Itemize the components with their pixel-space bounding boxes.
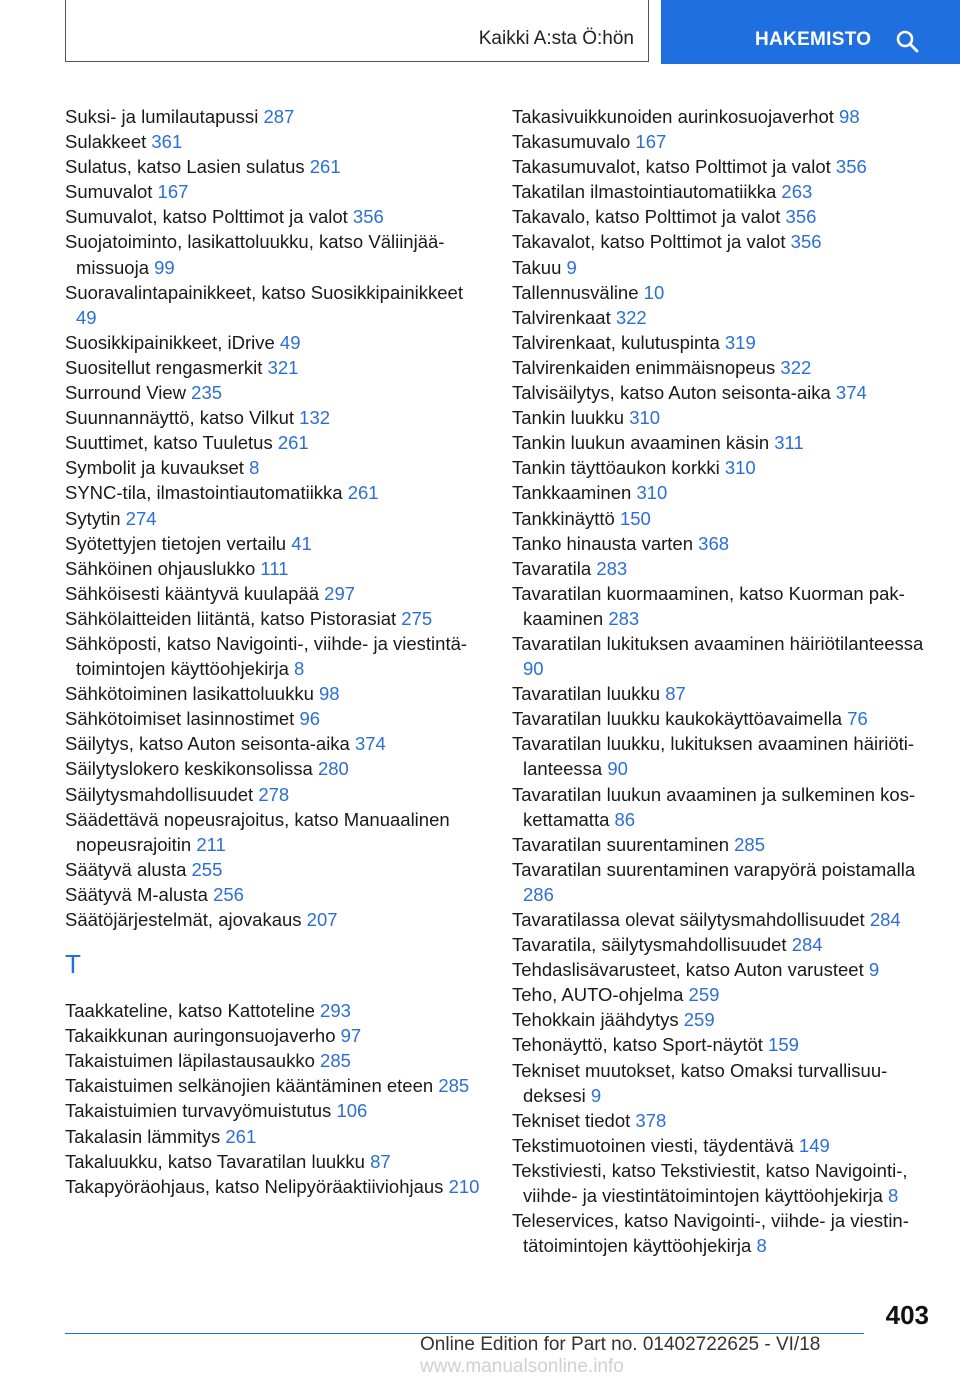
index-entry [65, 506, 485, 531]
index-entry [512, 907, 932, 932]
tab-a-to-z-label: Kaikki A:sta Ö:hön [478, 28, 634, 49]
index-entry [512, 1158, 932, 1208]
index-entry-text: Takavalot, katso Polttimot ja valot [512, 231, 791, 253]
index-column-left [65, 104, 485, 1199]
page-link[interactable]: 255 [191, 858, 223, 880]
index-entry-text: Suunnannäyttö, katso Vilkut [65, 407, 300, 429]
index-entry-text: Takatilan ilmastointiautomatiikka [512, 181, 782, 203]
page-link[interactable]: 96 [299, 708, 321, 730]
page-link[interactable]: 311 [774, 432, 804, 454]
page-link[interactable]: 310 [629, 407, 661, 429]
index-column-right [512, 104, 932, 1258]
index-entry-text: Takaikkunan auringonsuojaverho [65, 1025, 341, 1047]
page-link[interactable]: 361 [151, 131, 183, 153]
index-entry [65, 1174, 485, 1199]
page-link[interactable]: 310 [724, 457, 756, 479]
index-entry [512, 330, 932, 355]
page-link[interactable]: 261 [309, 156, 341, 178]
page-link[interactable]: 321 [267, 356, 299, 378]
page-link[interactable]: 374 [354, 733, 386, 755]
index-entry [512, 857, 932, 907]
index-entry-text: Takasumuvalot, katso Polttimot ja valot [512, 156, 836, 178]
index-entry [65, 104, 485, 129]
index-entry [65, 1098, 485, 1123]
index-entry [512, 531, 932, 556]
index-entry [512, 405, 932, 430]
page-link[interactable]: 98 [839, 106, 860, 127]
page-link[interactable]: 111 [260, 557, 289, 579]
index-entry-text: Tavaratila, säilytysmahdollisuudet [512, 934, 792, 956]
index-entry-text: Tavaratilassa olevat säilytysmahdollisuudet [512, 909, 870, 930]
section-letter: T [65, 949, 81, 980]
index-entry-text: Sähkötoimiset lasinnostimet [65, 708, 300, 730]
index-entry [65, 857, 485, 882]
index-entry-text: Tekstiviesti, katso Tekstiviestit, katso Navigointi-, viihde- ja viestintätoimintojen käyttöohjekirja [512, 1159, 908, 1207]
index-entry [512, 430, 932, 455]
index-entry-text: Sumuvalot [65, 181, 158, 203]
index-entry [512, 1108, 932, 1133]
index-entry-text: Tankkinäyttö [512, 507, 620, 529]
page-link[interactable]: 285 [734, 833, 766, 855]
page-link[interactable]: 150 [619, 507, 651, 529]
page-link[interactable]: 261 [347, 482, 379, 504]
index-entry-text: Tekniset muutokset, katso Omaksi turvallisuudeksesi [512, 1059, 888, 1106]
index-entry [65, 731, 485, 756]
page-link[interactable]: 310 [636, 482, 668, 504]
index-entry [65, 405, 485, 430]
page-link[interactable]: 378 [635, 1109, 667, 1131]
index-entry [65, 179, 485, 204]
index-entry-text: Tehdaslisävarusteet, katso Auton varusteet [512, 959, 869, 981]
page-link[interactable]: 8 [294, 658, 305, 680]
index-entry [512, 556, 932, 581]
index-entry-text: Takalasin lämmitys [65, 1125, 226, 1147]
index-entry-text: Tanko hinausta varten [512, 532, 699, 554]
tab-a-to-z[interactable] [65, 0, 649, 62]
index-entry-text: Säilytyslokero keskikonsolissa [65, 758, 318, 780]
index-entry-text: Sähkölaitteiden liitäntä, katso Pistorasiat [65, 607, 402, 629]
index-entry [65, 606, 485, 631]
page-link[interactable]: 99 [154, 256, 175, 278]
index-entry-text: Talvisäilytys, katso Auton seisonta-aika [512, 382, 836, 404]
index-entry [512, 305, 932, 330]
index-entry-text: Säätyvä alusta [65, 858, 192, 880]
top-navigation [65, 0, 960, 64]
page-link[interactable]: 283 [608, 607, 640, 629]
index-list-s [65, 104, 485, 932]
index-entry [512, 179, 932, 204]
index-entry-text: Säätöjärjestelmät, ajovakaus [65, 909, 307, 930]
page-link[interactable]: 211 [196, 833, 226, 855]
index-entry-text: Tavaratilan luukku, lukituksen avaaminen häiriötilanteessa [512, 733, 915, 780]
index-entry-text: Sulatus, katso Lasien sulatus [65, 156, 310, 178]
index-entry [512, 706, 932, 731]
page-link[interactable]: 132 [299, 407, 331, 429]
page-link[interactable]: 356 [785, 206, 817, 228]
index-entry-text: Tavaratilan luukku [512, 683, 666, 705]
page-link[interactable]: 106 [336, 1100, 368, 1122]
index-entry-text: Säilytysmahdollisuudet [65, 783, 259, 805]
index-entry [65, 531, 485, 556]
page-link[interactable]: 368 [698, 532, 730, 554]
index-entry-text: Säädettävä nopeusrajoitus, katso Manuaalinen nopeusrajoitin [65, 808, 450, 855]
index-entry-text: Tavaratilan luukku kaukokäyttöavaimella [512, 708, 848, 730]
page-link[interactable]: 322 [780, 356, 812, 378]
index-entry [512, 631, 932, 681]
footer-edition: Online Edition for Part no. 01402722625 - VI/18 [420, 1334, 821, 1355]
index-entry [65, 998, 485, 1023]
page-link[interactable]: 49 [279, 331, 301, 353]
index-entry [512, 982, 932, 1007]
index-entry-text: Sähköposti, katso Navigointi-, viihde- ja viestintätoimintojen käyttöohjekirja [65, 632, 468, 680]
page-link[interactable]: 9 [590, 1084, 602, 1106]
index-entry [65, 706, 485, 731]
index-entry-text: Suositellut rengasmerkit [65, 356, 268, 378]
index-entry [65, 380, 485, 405]
index-entry-text: Tankin täyttöaukon korkki [512, 457, 725, 479]
page-link[interactable]: 235 [191, 382, 223, 404]
index-entry-text: Takuu [512, 256, 567, 278]
index-entry [65, 882, 485, 907]
page-link[interactable]: 319 [724, 331, 756, 353]
page-link[interactable]: 278 [258, 783, 290, 805]
index-entry [65, 681, 485, 706]
page-link[interactable]: 356 [835, 156, 867, 178]
index-entry-text: Tekniset tiedot [512, 1109, 636, 1131]
index-entry [512, 731, 932, 781]
index-entry-text: Surround View [65, 382, 192, 404]
page-link[interactable]: 9 [566, 256, 577, 278]
index-entry [65, 807, 485, 857]
index-entry [65, 782, 485, 807]
index-entry-text: Suuttimet, katso Tuuletus [65, 432, 278, 454]
index-entry [512, 280, 932, 305]
page-link[interactable]: 167 [635, 131, 667, 153]
page-link[interactable]: 167 [157, 181, 189, 203]
index-entry [65, 1073, 485, 1098]
index-entry-text: Symbolit ja kuvaukset [65, 457, 250, 479]
index-entry [65, 355, 485, 380]
page-link[interactable]: 159 [768, 1034, 799, 1056]
index-entry-text: Takaistuimen selkänojien kääntäminen eteen [65, 1075, 439, 1097]
page-number: 403 [885, 1300, 929, 1330]
index-entry-text: Säilytys, katso Auton seisonta-aika [65, 733, 355, 755]
index-entry-text: Suoravalintapainikkeet, katso Suosikkipainikkeet [65, 281, 463, 303]
page-link[interactable]: 297 [324, 582, 356, 604]
index-entry-text: Sulakkeet [65, 131, 152, 153]
page-link[interactable]: 8 [756, 1235, 767, 1257]
index-entry-text: Takaistuimen läpilastausaukko [65, 1050, 321, 1072]
index-entry-text: Tankin luukun avaaminen käsin [512, 432, 775, 454]
index-entry-text: Tekstimuotoinen viesti, täydentävä [512, 1134, 799, 1156]
index-entry-text: Sähköisesti kääntyvä kuulapää [65, 582, 325, 604]
index-entry-text: Tehonäyttö, katso Sport-näytöt [512, 1034, 769, 1056]
footer [420, 1334, 960, 1378]
page-link[interactable]: 284 [791, 934, 823, 956]
index-entry [65, 480, 485, 505]
index-entry [512, 1058, 932, 1108]
page-link[interactable]: 9 [868, 959, 880, 981]
index-entry-text: Takapyöräohjaus, katso Nelipyöräaktiiviohjaus [65, 1175, 449, 1197]
index-entry [65, 907, 485, 932]
page-link[interactable]: 207 [306, 909, 338, 930]
index-entry-text: Tavaratilan lukituksen avaaminen häiriötilanteessa [512, 632, 924, 654]
page-link[interactable]: 8 [888, 1185, 899, 1207]
tab-index[interactable] [661, 0, 960, 64]
index-entry-text: Tankin luukku [512, 407, 630, 429]
index-entry-text: Sumuvalot, katso Polttimot ja valot [65, 206, 353, 228]
index-entry-text: Taakkateline, katso Kattoteline [65, 1000, 321, 1022]
page-link[interactable]: 149 [798, 1134, 830, 1156]
page-link[interactable]: 8 [249, 457, 260, 479]
index-entry [512, 380, 932, 405]
page-link[interactable]: 293 [320, 1000, 351, 1022]
index-entry [65, 330, 485, 355]
index-entry [65, 631, 485, 681]
index-entry [512, 355, 932, 380]
footer-watermark: www.manualsonline.info [420, 1356, 624, 1377]
index-entry [512, 681, 932, 706]
index-list-t [65, 998, 485, 1199]
index-entry-text: Sytytin [65, 507, 126, 529]
index-entry-text: Suojatoiminto, lasikattoluukku, katso Väliinjäämissuoja [65, 231, 445, 278]
index-entry-text: Tehokkain jäähdytys [512, 1009, 684, 1031]
index-entry [65, 455, 485, 480]
index-entry [512, 782, 932, 832]
index-entry [65, 430, 485, 455]
page-link[interactable]: 90 [523, 658, 544, 680]
index-entry [512, 581, 932, 631]
page-link[interactable]: 283 [596, 557, 628, 579]
page-link[interactable]: 280 [317, 758, 349, 780]
page-link[interactable]: 285 [320, 1050, 351, 1072]
index-entry-text: Säätyvä M-alusta [65, 883, 214, 905]
page-link[interactable]: 10 [643, 281, 665, 303]
page-link[interactable]: 210 [448, 1175, 480, 1197]
index-entry-text: Teho, AUTO-ohjelma [512, 984, 689, 1006]
page-link[interactable]: 49 [76, 306, 97, 328]
index-entry [512, 1133, 932, 1158]
index-entry [512, 957, 932, 982]
page-link[interactable]: 322 [615, 306, 647, 328]
page-link[interactable]: 41 [291, 532, 312, 554]
index-entry-text: Talvirenkaat [512, 306, 616, 328]
index-entry-text: Tankkaaminen [512, 482, 637, 504]
index-entry [65, 204, 485, 229]
index-entry-text: Takasumuvalo [512, 131, 636, 153]
index-entry-text: Tallennusväline [512, 281, 644, 303]
page-link[interactable]: 90 [607, 758, 628, 780]
index-entry [512, 832, 932, 857]
index-entry-text: Tavaratilan suurentaminen [512, 833, 735, 855]
index-entry-text: Tavaratilan luukun avaaminen ja sulkeminen koskettamatta [512, 783, 916, 830]
index-entry [512, 932, 932, 957]
index-entry [512, 154, 932, 179]
page-link[interactable]: 261 [225, 1125, 257, 1147]
page-link[interactable]: 275 [401, 607, 433, 629]
index-entry-text: Teleservices, katso Navigointi-, viihde- ja viestintätoimintojen käyttöohjekirja [512, 1210, 909, 1257]
page-link[interactable]: 86 [614, 808, 636, 830]
index-entry-text: Suksi- ja lumilautapussi [65, 106, 264, 127]
index-list-t-continued [512, 104, 932, 1258]
page-link[interactable]: 98 [319, 683, 340, 705]
page-link[interactable]: 287 [263, 106, 295, 127]
index-entry-text: SYNC-tila, ilmastointiautomatiikka [65, 482, 348, 504]
page-link[interactable]: 259 [688, 984, 720, 1006]
index-entry [65, 581, 485, 606]
page-link[interactable]: 97 [340, 1025, 362, 1047]
index-entry [65, 129, 485, 154]
index-entry-text: Sähkötoiminen lasikattoluukku [65, 683, 320, 705]
page-link[interactable]: 261 [277, 432, 309, 454]
page-link[interactable]: 259 [683, 1009, 715, 1031]
index-entry [65, 1124, 485, 1149]
page-link[interactable]: 286 [523, 883, 554, 905]
page-link[interactable]: 356 [790, 231, 822, 253]
index-entry [512, 455, 932, 480]
page-link[interactable]: 284 [869, 909, 901, 930]
page-link[interactable]: 87 [370, 1150, 391, 1172]
index-entry [512, 129, 932, 154]
index-entry [512, 506, 932, 531]
index-entry-text: Talvirenkaat, kulutuspinta [512, 331, 725, 353]
index-entry [65, 1023, 485, 1048]
tab-index-label: HAKEMISTO [755, 29, 872, 50]
index-entry [512, 480, 932, 505]
index-entry-text: Syötettyjen tietojen vertailu [65, 532, 292, 554]
search-icon [895, 29, 919, 53]
page-link[interactable]: 285 [438, 1075, 470, 1097]
index-entry-text: Takasivuikkunoiden aurinkosuojaverhot [512, 106, 840, 127]
index-entry [65, 756, 485, 781]
index-entry-text: Takavalo, katso Polttimot ja valot [512, 206, 786, 228]
page-link[interactable]: 256 [213, 883, 244, 905]
index-entry [65, 1149, 485, 1174]
index-entry [65, 280, 485, 330]
index-entry [65, 556, 485, 581]
index-entry-text: Tavaratila [512, 557, 597, 579]
index-entry [65, 1048, 485, 1073]
index-entry-text: Tavaratilan kuormaaminen, katso Kuorman pakkaaminen [512, 582, 905, 629]
page-link[interactable]: 356 [352, 206, 384, 228]
index-entry [512, 1208, 932, 1258]
index-entry-text: Tavaratilan suurentaminen varapyörä poistamalla [512, 858, 916, 880]
index-entry-text: Sähköinen ohjauslukko [65, 557, 261, 579]
page-link[interactable]: 76 [847, 708, 868, 730]
index-entry-text: Takaistuimien turvavyömuistutus [65, 1100, 337, 1122]
page-link[interactable]: 87 [665, 683, 686, 705]
index-entry [512, 1032, 932, 1057]
index-entry [512, 1007, 932, 1032]
index-entry [512, 204, 932, 229]
index-entry [512, 229, 932, 254]
index-entry [512, 104, 932, 129]
index-entry [65, 154, 485, 179]
page-link[interactable]: 374 [835, 382, 867, 404]
index-entry [65, 229, 485, 279]
index-entry [512, 255, 932, 280]
page-link[interactable]: 263 [781, 181, 813, 203]
index-entry-text: Suosikkipainikkeet, iDrive [65, 331, 280, 353]
page-link[interactable]: 274 [125, 507, 157, 529]
index-entry-text: Takaluukku, katso Tavaratilan luukku [65, 1150, 371, 1172]
index-entry-text: Talvirenkaiden enimmäisnopeus [512, 356, 781, 378]
